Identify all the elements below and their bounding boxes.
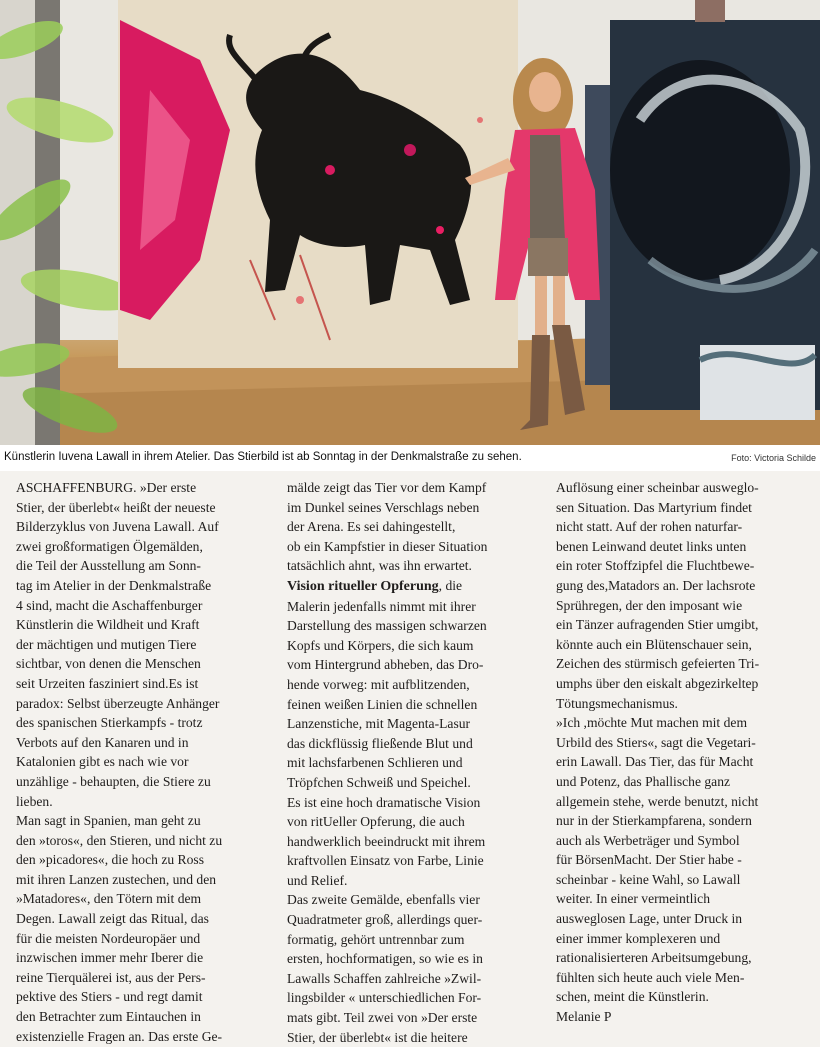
text-line: Tröpfchen Schweiß und Speichel.: [287, 774, 471, 790]
text-line: Es ist eine hoch dramatische Vision: [287, 794, 481, 810]
text-line: Quadratmeter groß, allerdings quer-: [287, 912, 483, 928]
text-line: mit lachsfarbenen Schlieren und: [287, 755, 463, 771]
author-line: Melanie P: [556, 1009, 612, 1025]
text-line: Sprühregen, der den imposant wie: [556, 597, 743, 613]
text-line: und Relief.: [287, 872, 348, 888]
text-line: »Matadores«, den Tötern mit dem: [16, 891, 202, 907]
text-line: für die meisten Nordeuropäer und: [16, 930, 201, 946]
text-line: schen, meint die Künstlerin.: [556, 989, 709, 1005]
text-line: kraftvollen Einsatz von Farbe, Linie: [287, 853, 484, 869]
text-line: Man sagt in Spanien, man geht zu: [16, 813, 201, 829]
text-line: und Potenz, das Phallische ganz: [556, 773, 731, 789]
text-line: ob ein Kampfstier in dieser Situation: [287, 538, 488, 554]
text-line: unzählige - behaupten, die Stiere zu: [16, 773, 211, 789]
text-line: mit ihren Lanzen zustechen, und den: [16, 871, 217, 887]
subhead-tail: , die: [438, 577, 463, 593]
text-line: mälde zeigt das Tier vor dem Kampf: [287, 480, 487, 495]
text-line: benen Leinwand deutet links unten: [556, 538, 747, 554]
text-line: Kopfs und Körpers, die sich kaum: [287, 637, 474, 653]
text-line: die Teil der Ausstellung am Sonn-: [16, 558, 201, 574]
text-line: Urbild des Stiers«, sagt die Vegetari-: [556, 734, 756, 750]
text-line: Malerin jedenfalls nimmt mit ihrer: [287, 598, 476, 614]
text-line: auch als Werbeträger und Symbol: [556, 832, 740, 848]
text-line: nicht statt. Auf der rohen naturfar-: [556, 519, 743, 535]
text-line: allgemein stehe, werde benutzt, nicht: [556, 793, 759, 809]
text-line: den »picadores«, die hoch zu Ross: [16, 852, 205, 868]
text-line: sen Situation. Das Martyrium findet: [556, 499, 752, 515]
text-line: inzwischen immer mehr Iberer die: [16, 950, 204, 966]
text-line: tag im Atelier in der Denkmalstraße: [16, 577, 212, 593]
article-photo: [0, 0, 820, 445]
text-line: von ritUeller Opferung, die auch: [287, 814, 465, 830]
text-line: nur in der Stierkampfarena, sondern: [556, 813, 752, 829]
text-line: Stier, der überlebt« heißt der neueste: [16, 499, 216, 515]
text-line: Lawalls Schaffen zahlreiche »Zwil-: [287, 970, 482, 986]
text-line: tatsächlich ahnt, was ihn erwartet.: [287, 558, 472, 574]
text-line: könnte auch ein Blütenschauer sein,: [556, 636, 752, 652]
text-line: »Ich ,möchte Mut machen mit dem: [556, 715, 748, 731]
text-line: das dickflüssig fließende Blut und: [287, 735, 473, 751]
photo-caption: Künstlerin Iuvena Lawall in ihrem Atelier. Das Stierbild ist ab Sonntag in der Denkmalstraße zu sehen.: [4, 451, 522, 463]
text-line: vom Hintergrund abheben, das Dro-: [287, 657, 484, 673]
text-line: umphs über den eiskalt abgezirkeltep: [556, 675, 759, 691]
text-line: erin Lawall. Das Tier, das für Macht: [556, 754, 754, 770]
text-line: Zeichen des stürmisch gefeierten Tri-: [556, 656, 760, 672]
text-line: paradox: Selbst überzeugte Anhänger: [16, 695, 220, 711]
text-line: der Arena. Es sei dahingestellt,: [287, 519, 456, 535]
text-line: der mächtigen und mutigen Tiere: [16, 636, 197, 652]
text-line: den Betrachter zum Eintauchen in: [16, 1009, 201, 1025]
bull-painting: [118, 0, 518, 368]
text-line: ersten, hochformatigen, so wie es in: [287, 951, 483, 967]
text-line: im Dunkel seines Verschlags neben: [287, 499, 480, 515]
text-line: Das zweite Gemälde, ebenfalls vier: [287, 892, 480, 908]
text-line: pektive des Stiers - und regt damit: [16, 989, 203, 1005]
text-line: Künstlerin die Wildheit und Kraft: [16, 617, 200, 633]
text-line: sichtbar, von denen die Menschen: [16, 656, 201, 672]
abstract-painting: [585, 20, 820, 420]
text-line: ausweglosen Lage, unter Druck in: [556, 911, 743, 927]
text-line: Degen. Lawall zeigt das Ritual, das: [16, 911, 209, 927]
text-line: 4 sind, macht die Aschaffenburger: [16, 597, 203, 613]
text-line: handwerklich beeindruckt mit ihrem: [287, 833, 486, 849]
text-line: einer immer komplexeren und: [556, 930, 721, 946]
article-column-2: [287, 478, 543, 1047]
text-line: lingsbilder « unterschiedlichen For-: [287, 990, 482, 1006]
article-column-1: [16, 478, 274, 1046]
text-line: seit Urzeiten fasziniert sind.Es ist: [16, 675, 199, 691]
article-column-3: [556, 478, 814, 1027]
text-line: ein roter Stoffzipfel die Fluchtbewe-: [556, 558, 755, 574]
photo-credit: Foto: Victoria Schilde: [731, 453, 816, 463]
photo-caption-bar: [0, 445, 820, 471]
text-line: mats gibt. Teil zwei von »Der erste: [287, 1010, 478, 1026]
atelier-photo-illustration: [0, 0, 820, 445]
text-line: für BörsenMacht. Der Stier habe -: [556, 852, 742, 868]
text-line: existenzielle Fragen an. Das erste Ge-: [16, 1028, 223, 1044]
text-line: Stier, der überlebt« ist die heitere: [287, 1029, 468, 1045]
text-line: scheinbar - keine Wahl, so Lawall: [556, 871, 741, 887]
text-line: feinen weißen Linien die schnellen: [287, 696, 478, 712]
text-line: rationalisierteren Arbeitsumgebung,: [556, 950, 752, 966]
subhead: Vision ritueller Opferung: [287, 578, 439, 594]
text-line: ein Tänzer aufragenden Stier umgibt,: [556, 617, 759, 633]
text-line: reine Tierquälerei ist, aus der Pers-: [16, 969, 206, 985]
text-line: Tötungsmechanismus.: [556, 695, 678, 711]
subhead-line: [287, 576, 543, 597]
article-body: [0, 478, 820, 1043]
text-line: Lanzenstiche, mit Magenta-Lasur: [287, 716, 471, 732]
text-line: Darstellung des massigen schwarzen: [287, 618, 487, 634]
text-line: zwei großformatigen Ölgemälden,: [16, 538, 203, 554]
text-line: Verbots auf den Kanaren und in: [16, 734, 189, 750]
text-line: formatig, gehört untrennbar zum: [287, 931, 465, 947]
text-line: lieben.: [16, 793, 53, 809]
text-line: fühlten sich heute auch viele Men-: [556, 969, 745, 985]
text-line: ASCHAFFENBURG. »Der erste: [16, 480, 197, 495]
text-line: Bilderzyklus von Juvena Lawall. Auf: [16, 519, 219, 535]
text-line: weiter. In einer vermeintlich: [556, 891, 710, 907]
text-line: gung des,Matadors an. Der lachsrote: [556, 577, 756, 593]
text-line: den »toros«, den Stieren, und nicht zu: [16, 832, 223, 848]
text-line: Auflösung einer scheinbar ausweglo-: [556, 480, 759, 495]
text-line: Katalonien gibt es nach wie vor: [16, 754, 189, 770]
text-line: hende vorweg: mit aufblitzenden,: [287, 676, 470, 692]
text-line: des spanischen Stierkampfs - trotz: [16, 715, 203, 731]
